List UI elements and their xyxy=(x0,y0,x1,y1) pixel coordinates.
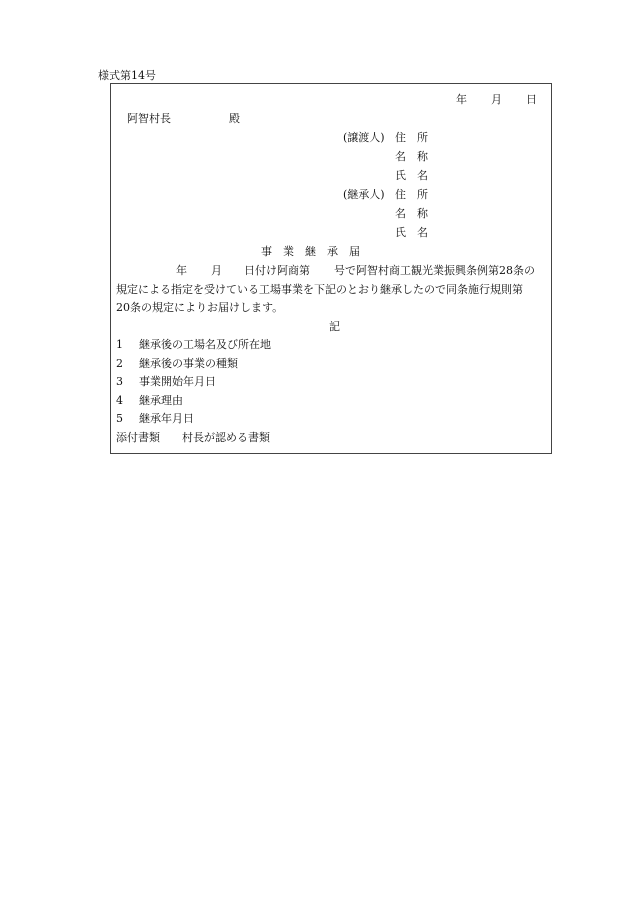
document-title: 事 業 継 承 届 xyxy=(261,245,360,258)
body-line-2: 規定による指定を受けている工場事業を下記のとおり継承したので同条施行規則第 xyxy=(116,282,523,296)
date-day: 日 xyxy=(526,93,537,106)
ki-heading: 記 xyxy=(329,320,340,333)
body-line-1 xyxy=(116,262,548,281)
attachment-line xyxy=(116,431,271,450)
transferor-address-label: 住 所 xyxy=(395,131,428,144)
body-line-1-tail: 号で阿智村商工観光業振興条例第28条の xyxy=(334,264,535,277)
transferor-name-label: 名 称 xyxy=(395,150,428,163)
list-item: 1 継承後の工場名及び所在地 xyxy=(116,338,271,351)
date-month: 月 xyxy=(491,93,502,106)
items-list xyxy=(116,338,271,449)
body-line-3: 20条の規定によりお届けします。 xyxy=(116,301,284,314)
successor-role: (継承人) xyxy=(343,188,385,201)
form-frame xyxy=(110,83,552,454)
addressee-honorific: 殿 xyxy=(229,112,240,125)
body-text xyxy=(116,262,548,318)
body-line-1-mid: 日付け阿商第 xyxy=(244,264,310,277)
date-year: 年 xyxy=(456,93,467,106)
transferor-person-label: 氏 名 xyxy=(395,169,428,182)
list-item: 3 事業開始年月日 xyxy=(116,375,216,388)
addressee-name: 阿智村長 xyxy=(127,112,171,125)
list-item: 4 継承理由 xyxy=(116,393,183,407)
successor-person-label: 氏 名 xyxy=(395,226,428,239)
transferor-role: (譲渡人) xyxy=(343,131,385,144)
list-item: 2 継承後の事業の種類 xyxy=(116,356,238,370)
list-item: 5 継承年月日 xyxy=(116,412,194,425)
addressee xyxy=(127,112,240,126)
successor-address-label: 住 所 xyxy=(395,188,428,201)
attachment-value: 村長が認める書類 xyxy=(182,430,270,444)
body-year: 年 xyxy=(176,264,187,277)
form-number: 様式第14号 xyxy=(98,69,156,82)
attachment-label: 添付書類 xyxy=(116,430,160,444)
body-month: 月 xyxy=(211,264,222,277)
date-line xyxy=(456,93,537,107)
successor-name-label: 名 称 xyxy=(395,207,428,220)
